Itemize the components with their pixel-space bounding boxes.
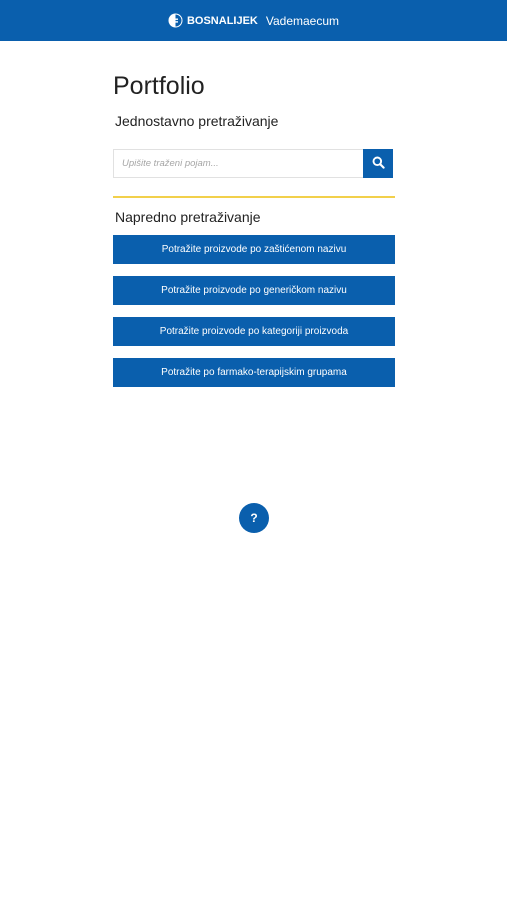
bosnalijek-logo-icon [168, 13, 183, 28]
help-icon: ? [250, 511, 258, 525]
app-header [0, 0, 507, 41]
search-by-protected-name-button[interactable]: Potražite proizvode po zaštićenom nazivu [113, 235, 395, 264]
help-button[interactable] [239, 503, 269, 533]
search-by-category-button[interactable]: Potražite proizvode po kategoriji proizvoda [113, 317, 395, 346]
section-divider [113, 196, 395, 198]
brand-subtitle: Vademaecum [265, 13, 340, 28]
search-row [113, 149, 393, 178]
page-title: Portfolio [113, 72, 205, 100]
search-by-pharmaco-group-button[interactable]: Potražite po farmako-terapijskim grupama [113, 358, 395, 387]
search-by-generic-name-button[interactable]: Potražite proizvode po generičkom nazivu [113, 276, 395, 305]
search-button[interactable] [363, 149, 393, 178]
advanced-search-buttons [113, 235, 395, 387]
brand [168, 13, 339, 28]
main-content [113, 70, 395, 399]
search-input[interactable] [113, 149, 363, 178]
simple-search-heading: Jednostavno pretraživanje [115, 113, 279, 129]
advanced-search-heading: Napredno pretraživanje [115, 209, 261, 225]
brand-name: BOSNALIJEK [186, 14, 258, 27]
search-icon [372, 156, 385, 172]
